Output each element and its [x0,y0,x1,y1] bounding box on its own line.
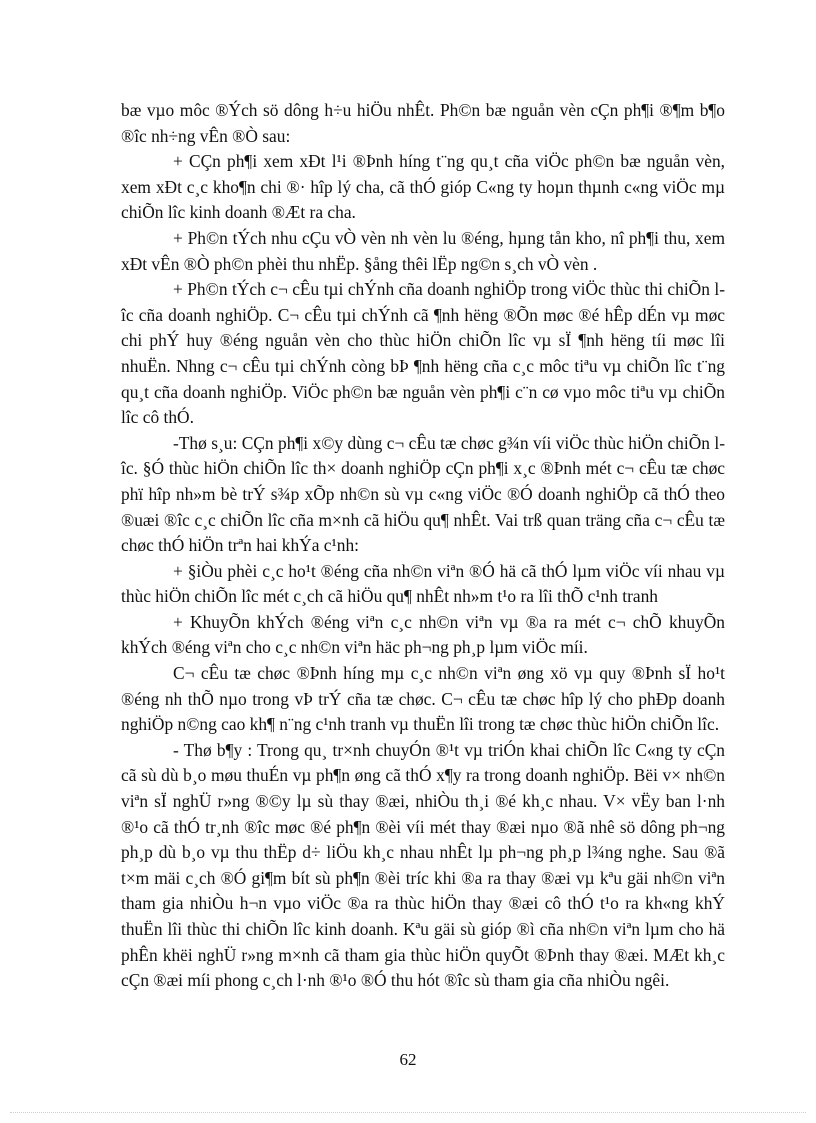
paragraph: + KhuyÕn khÝch ®éng viªn c¸c nh©n viªn vµ ®a ra mét c¬ chÕ khuyÕn khÝch ®éng viªn cho c¸c nh©n viªn häc ph¬ng ph¸p lµm viÖc míi. [121,611,725,658]
body-text [121,98,725,994]
paragraph: - Thø b¶y : Trong qu¸ tr×nh chuyÓn ®¹t vµ triÓn khai chiÕn lîc C«ng ty cÇn cã sù dù b¸o møu thuÉn vµ ph¶n øng cã thÓ x¶y ra trong doanh nghiÖp. Bëi v× nh©n viªn sÏ nghÜ r»ng ®©y lµ sù thay ®æi, nhiÒu th¸i ®é kh¸c nhau. V× vËy ban l·nh ®¹o cã thÓ tr¸nh ®îc møc ®é ph¶n ®èi víi mét thay ®æi nµo ®ã nhê sö dông ph¬ng ph¸p dù b¸o vµ thu thËp d÷ liÖu kh¸c nhau nhÊt lµ ph¬ng ph¸p l¾ng nghe. Sau ®ã t×m mäi c¸ch ®Ó gi¶m bít sù ph¶n ®èi tríc khi ®a ra thay ®æi vµ kªu gäi nh©n viªn tham gia nhiÒu h¬n vµo viÖc ®a ra thùc hiÖn thay ®æi cô thÓ t¹o ra kh«ng khÝ thuËn lîi thùc thi chiÕn lîc kinh doanh. Kªu gäi sù gióp ®ì cña nh©n viªn lµm cho hä phÊn khëi nghÜ r»ng m×nh cã tham gia thùc hiÖn quyÕt ®Þnh thay ®æi. MÆt kh¸c cÇn ®æi míi phong c¸ch l·nh ®¹o ®Ó thu hót ®îc sù tham gia cña nhiÒu ngêi. [121,739,725,991]
paragraph: + CÇn ph¶i xem xÐt l¹i ®Þnh híng t¨ng qu¸t cña viÖc ph©n bæ nguån vèn, xem xÐt c¸c kho¶n chi ®· hîp lý cha, cã thÓ gióp C«ng ty hoµn thµnh c«ng viÖc mµ chiÕn lîc kinh doanh ®Æt ra cha. [121,151,725,223]
paragraph: + §iÒu phèi c¸c ho¹t ®éng cña nh©n viªn ®Ó hä cã thÓ lµm viÖc víi nhau vµ thùc hiÖn chiÕn lîc mét c¸ch cã hiÖu qu¶ nhÊt nh»m t¹o ra lîi thÕ c¹nh tranh [121,560,725,607]
page-number: 62 [399,1050,417,1069]
paragraph: bæ vµo môc ®Ých sö dông h÷u hiÖu nhÊt. Ph©n bæ nguån vèn cÇn ph¶i ®¶m b¶o ®îc nh÷ng vÊn ®Ò sau: [121,100,725,146]
paragraph: -Thø s¸u: CÇn ph¶i x©y dùng c¬ cÊu tæ chøc g¾n víi viÖc thùc hiÖn chiÕn lîc. §Ó thùc hiÖn chiÕn lîc th× doanh nghiÖp cÇn ph¶i x¸c ®Þnh mét c¬ cÊu tæ chøc phï hîp nh»m bè trÝ s¾p xÕp nh©n sù vµ c«ng viÖc ®Ó doanh nghiÖp cã thÓ theo ®uæi ®îc c¸c chiÕn lîc cña m×nh cã hiÖu qu¶ nhÊt. Vai trß quan träng cña c¬ cÊu tæ chøc thÓ hiÖn trªn hai khÝa c¹nh: [121,432,725,556]
paragraph: + Ph©n tÝch c¬ cÊu tµi chÝnh cña doanh nghiÖp trong viÖc thùc thi chiÕn lîc cña doanh nghiÖp. C¬ cÊu tµi chÝnh cã ¶nh hëng ®Õn møc ®é hÊp dÉn vµ møc chi phÝ huy ®éng nguån vèn cho thùc hiÖn chiÕn lîc vµ sÏ ¶nh hëng tíi møc lîi nhuËn. Nhng c¬ cÊu tµi chÝnh còng bÞ ¶nh hëng cña c¸c môc tiªu vµ chiÕn lîc t¨ng qu¸t cña doanh nghiÖp. ViÖc ph©n bæ nguån vèn ph¶i c¨n cø vµo môc tiªu vµ chiÕn lîc cô thÓ. [121,279,725,428]
paragraph: + Ph©n tÝch nhu cÇu vÒ vèn nh vèn lu ®éng, hµng tån kho, nî ph¶i thu, xem xÐt vÊn ®Ò ph©n phèi thu nhËp. §ång thêi lËp ng©n s¸ch vÒ vèn . [121,227,725,274]
page-border-line [10,1112,806,1113]
paragraph: C¬ cÊu tæ chøc ®Þnh híng mµ c¸c nh©n viªn øng xö vµ quy ®Þnh sÏ ho¹t ®éng nh thÕ nµo trong vÞ trÝ cña tæ chøc. C¬ cÊu tæ chøc hîp lý cho phÐp doanh nghiÖp n©ng cao kh¶ n¨ng c¹nh tranh vµ thuËn lîi trong tæ chøc thùc hiÖn chiÕn lîc. [121,663,725,735]
